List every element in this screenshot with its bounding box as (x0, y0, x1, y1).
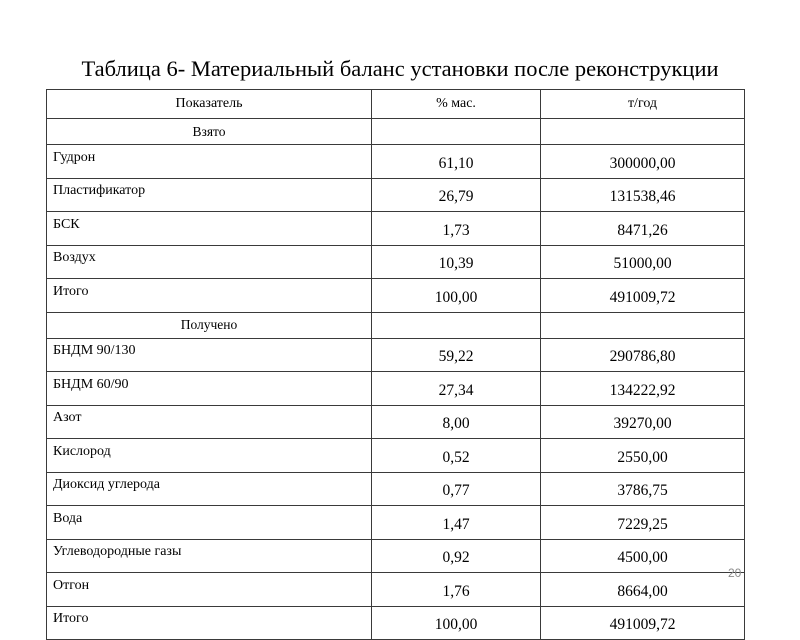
mass-percent-cell: 8,00 (372, 405, 541, 439)
section-label: Получено (47, 312, 372, 338)
indicator-cell: Отгон (47, 573, 372, 607)
mass-percent-cell: 27,34 (372, 372, 541, 406)
indicator-cell: БНДМ 90/130 (47, 338, 372, 372)
table-row (47, 472, 745, 506)
section-empty-cell (372, 119, 541, 145)
mass-percent-cell: 0,77 (372, 472, 541, 506)
mass-percent-cell: 10,39 (372, 245, 541, 279)
table-row (47, 245, 745, 279)
section-empty-cell (372, 312, 541, 338)
tons-per-year-cell: 39270,00 (541, 405, 745, 439)
mass-percent-cell: 1,47 (372, 506, 541, 540)
table-row (47, 212, 745, 246)
page-number: 20 (728, 566, 742, 580)
section-row (47, 312, 745, 338)
material-balance-table-container (46, 89, 744, 640)
table-row (47, 338, 745, 372)
table-row (47, 439, 745, 473)
tons-per-year-cell: 290786,80 (541, 338, 745, 372)
tons-per-year-cell: 8664,00 (541, 573, 745, 607)
indicator-cell: Углеводородные газы (47, 539, 372, 573)
tons-per-year-cell: 491009,72 (541, 279, 745, 313)
mass-percent-cell: 26,79 (372, 178, 541, 212)
indicator-cell: Итого (47, 279, 372, 313)
indicator-cell: Итого (47, 606, 372, 640)
tons-per-year-cell: 4500,00 (541, 539, 745, 573)
header-tons-per-year: т/год (541, 90, 745, 119)
tons-per-year-cell: 3786,75 (541, 472, 745, 506)
mass-percent-cell: 100,00 (372, 606, 541, 640)
tons-per-year-cell: 491009,72 (541, 606, 745, 640)
indicator-cell: Вода (47, 506, 372, 540)
table-row (47, 606, 745, 640)
mass-percent-cell: 59,22 (372, 338, 541, 372)
table-row (47, 178, 745, 212)
table-row (47, 279, 745, 313)
tons-per-year-cell: 7229,25 (541, 506, 745, 540)
tons-per-year-cell: 8471,26 (541, 212, 745, 246)
indicator-cell: Пластификатор (47, 178, 372, 212)
tons-per-year-cell: 134222,92 (541, 372, 745, 406)
section-row (47, 119, 745, 145)
table-row (47, 539, 745, 573)
table-row (47, 573, 745, 607)
slide-title: Таблица 6- Материальный баланс установки после реконструкции (81, 56, 719, 81)
mass-percent-cell: 0,92 (372, 539, 541, 573)
mass-percent-cell: 1,73 (372, 212, 541, 246)
mass-percent-cell: 100,00 (372, 279, 541, 313)
table-row (47, 145, 745, 179)
tons-per-year-cell: 2550,00 (541, 439, 745, 473)
mass-percent-cell: 1,76 (372, 573, 541, 607)
section-empty-cell (541, 119, 745, 145)
mass-percent-cell: 0,52 (372, 439, 541, 473)
indicator-cell: БНДМ 60/90 (47, 372, 372, 406)
tons-per-year-cell: 51000,00 (541, 245, 745, 279)
tons-per-year-cell: 131538,46 (541, 178, 745, 212)
table-row (47, 372, 745, 406)
header-mass-percent: % мас. (372, 90, 541, 119)
material-balance-table (46, 89, 745, 640)
indicator-cell: Диоксид углерода (47, 472, 372, 506)
section-empty-cell (541, 312, 745, 338)
header-indicator: Показатель (47, 90, 372, 119)
table-body (47, 119, 745, 640)
table-row (47, 506, 745, 540)
table-row (47, 405, 745, 439)
section-label: Взято (47, 119, 372, 145)
indicator-cell: Азот (47, 405, 372, 439)
indicator-cell: Воздух (47, 245, 372, 279)
indicator-cell: БСК (47, 212, 372, 246)
indicator-cell: Кислород (47, 439, 372, 473)
tons-per-year-cell: 300000,00 (541, 145, 745, 179)
table-header-row (47, 90, 745, 119)
indicator-cell: Гудрон (47, 145, 372, 179)
mass-percent-cell: 61,10 (372, 145, 541, 179)
